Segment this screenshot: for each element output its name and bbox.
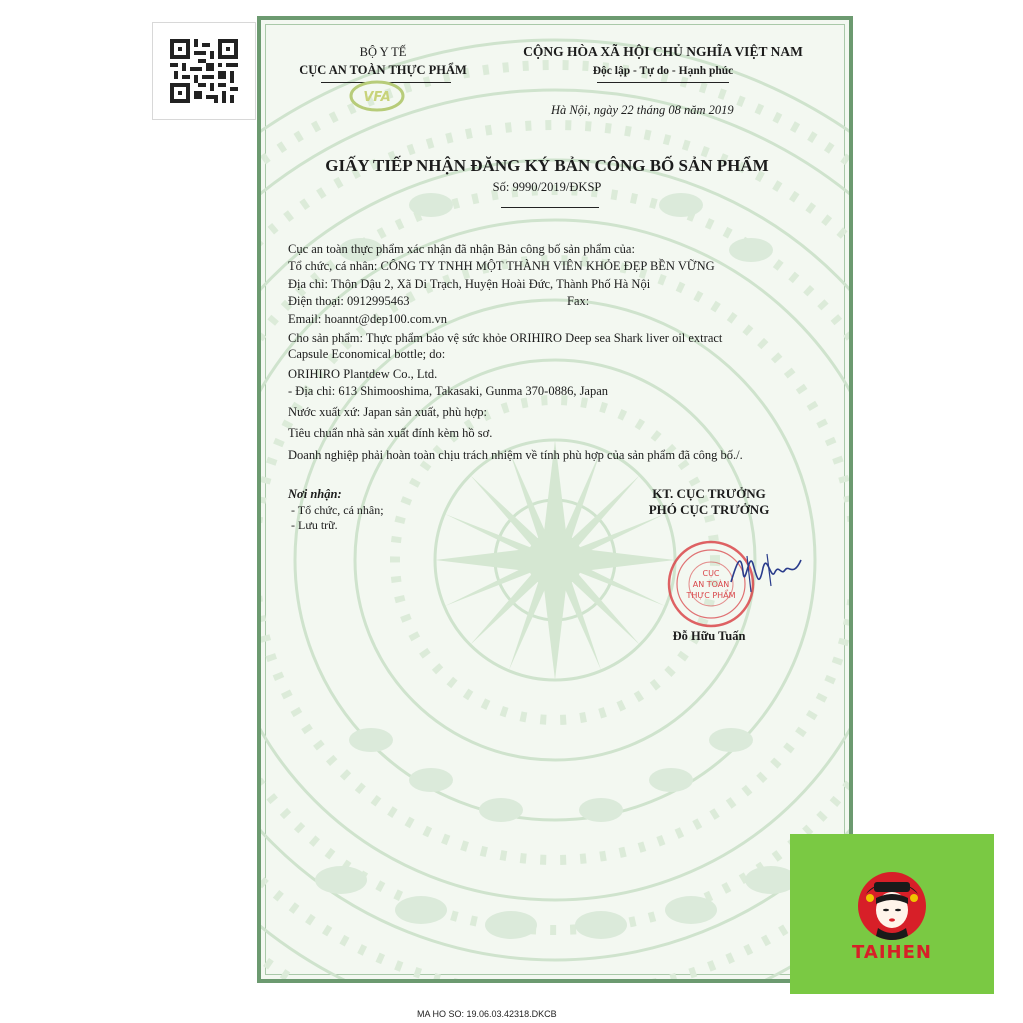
vfa-logo-icon <box>347 78 407 114</box>
signer-name: Đỗ Hữu Tuấn <box>672 629 746 643</box>
product-line-2: Capsule Economical bottle; do: <box>288 347 446 361</box>
recipients-heading: Nơi nhận: <box>288 487 342 501</box>
svg-text:AN TOÀN: AN TOÀN <box>692 580 730 589</box>
ministry-name: BỘ Y TẾ <box>359 45 407 59</box>
title-underline <box>501 207 599 208</box>
document-title: GIẤY TIẾP NHẬN ĐĂNG KÝ BẢN CÔNG BỐ SẢN PHẨM <box>325 156 769 175</box>
svg-text:THỰC PHẨM: THỰC PHẨM <box>686 591 736 600</box>
email-line: Email: hoannt@dep100.com.vn <box>288 312 448 326</box>
handwritten-signature <box>727 542 807 602</box>
geisha-logo-icon <box>852 864 932 944</box>
recipient-item: - Lưu trữ. <box>291 518 338 532</box>
national-motto: Độc lập - Tự do - Hạnh phúc <box>592 65 734 77</box>
certificate-document <box>257 16 853 983</box>
taihen-logo-text: TAIHEN <box>852 942 932 963</box>
issue-date: Hà Nội, ngày 22 tháng 08 năm 2019 <box>551 103 734 117</box>
product-line-1: Cho sản phẩm: Thực phẩm bảo vệ sức khỏe ORIHIRO Deep sea Shark liver oil extract <box>288 331 723 345</box>
document-number: Số: 9990/2019/ĐKSP <box>492 180 602 194</box>
taihen-watermark <box>790 834 994 994</box>
origin-line: Nước xuất xứ: Japan sản xuất, phù hợp: <box>288 405 487 419</box>
republic-name: CỘNG HÒA XÃ HỘI CHỦ NGHĨA VIỆT NAM <box>523 44 803 59</box>
agency-name: CỤC AN TOÀN THỰC PHẨM <box>299 63 467 77</box>
address-line: Địa chỉ: Thôn Dậu 2, Xã Di Trạch, Huyện Hoài Đức, Thành Phố Hà Nội <box>288 277 651 291</box>
file-code: MA HO SO: 19.06.03.42318.DKCB <box>417 1009 557 1019</box>
organization-line: Tổ chức, cá nhân: CÔNG TY TNHH MỘT THÀNH VIÊN KHỎE ĐẸP BỀN VỮNG <box>288 259 715 273</box>
svg-text:CỤC: CỤC <box>702 569 720 578</box>
responsibility-line: Doanh nghiệp phải hoàn toàn chịu trách nhiệm về tính phù hợp của sản phẩm đã công bố./. <box>288 448 743 462</box>
motto-underline <box>597 82 729 83</box>
signature-title-2: PHÓ CỤC TRƯỞNG <box>648 502 770 517</box>
fax-line: Fax: <box>567 294 590 308</box>
manufacturer-name: ORIHIRO Plantdew Co., Ltd. <box>288 367 438 381</box>
qr-code <box>152 22 256 120</box>
phone-line: Điện thoại: 0912995463 <box>288 294 410 308</box>
manufacturer-address: - Địa chỉ: 613 Shimooshima, Takasaki, Gunma 370-0886, Japan <box>288 384 609 398</box>
standard-line: Tiêu chuẩn nhà sản xuất đính kèm hồ sơ. <box>288 426 493 440</box>
recipient-item: - Tổ chức, cá nhân; <box>291 503 384 517</box>
svg-text:VFA: VFA <box>363 90 391 105</box>
intro-text: Cục an toàn thực phẩm xác nhận đã nhận Bản công bố sản phẩm của: <box>288 242 635 256</box>
signature-title-1: KT. CỤC TRƯỞNG <box>652 486 766 501</box>
qr-code-icon <box>170 39 238 103</box>
